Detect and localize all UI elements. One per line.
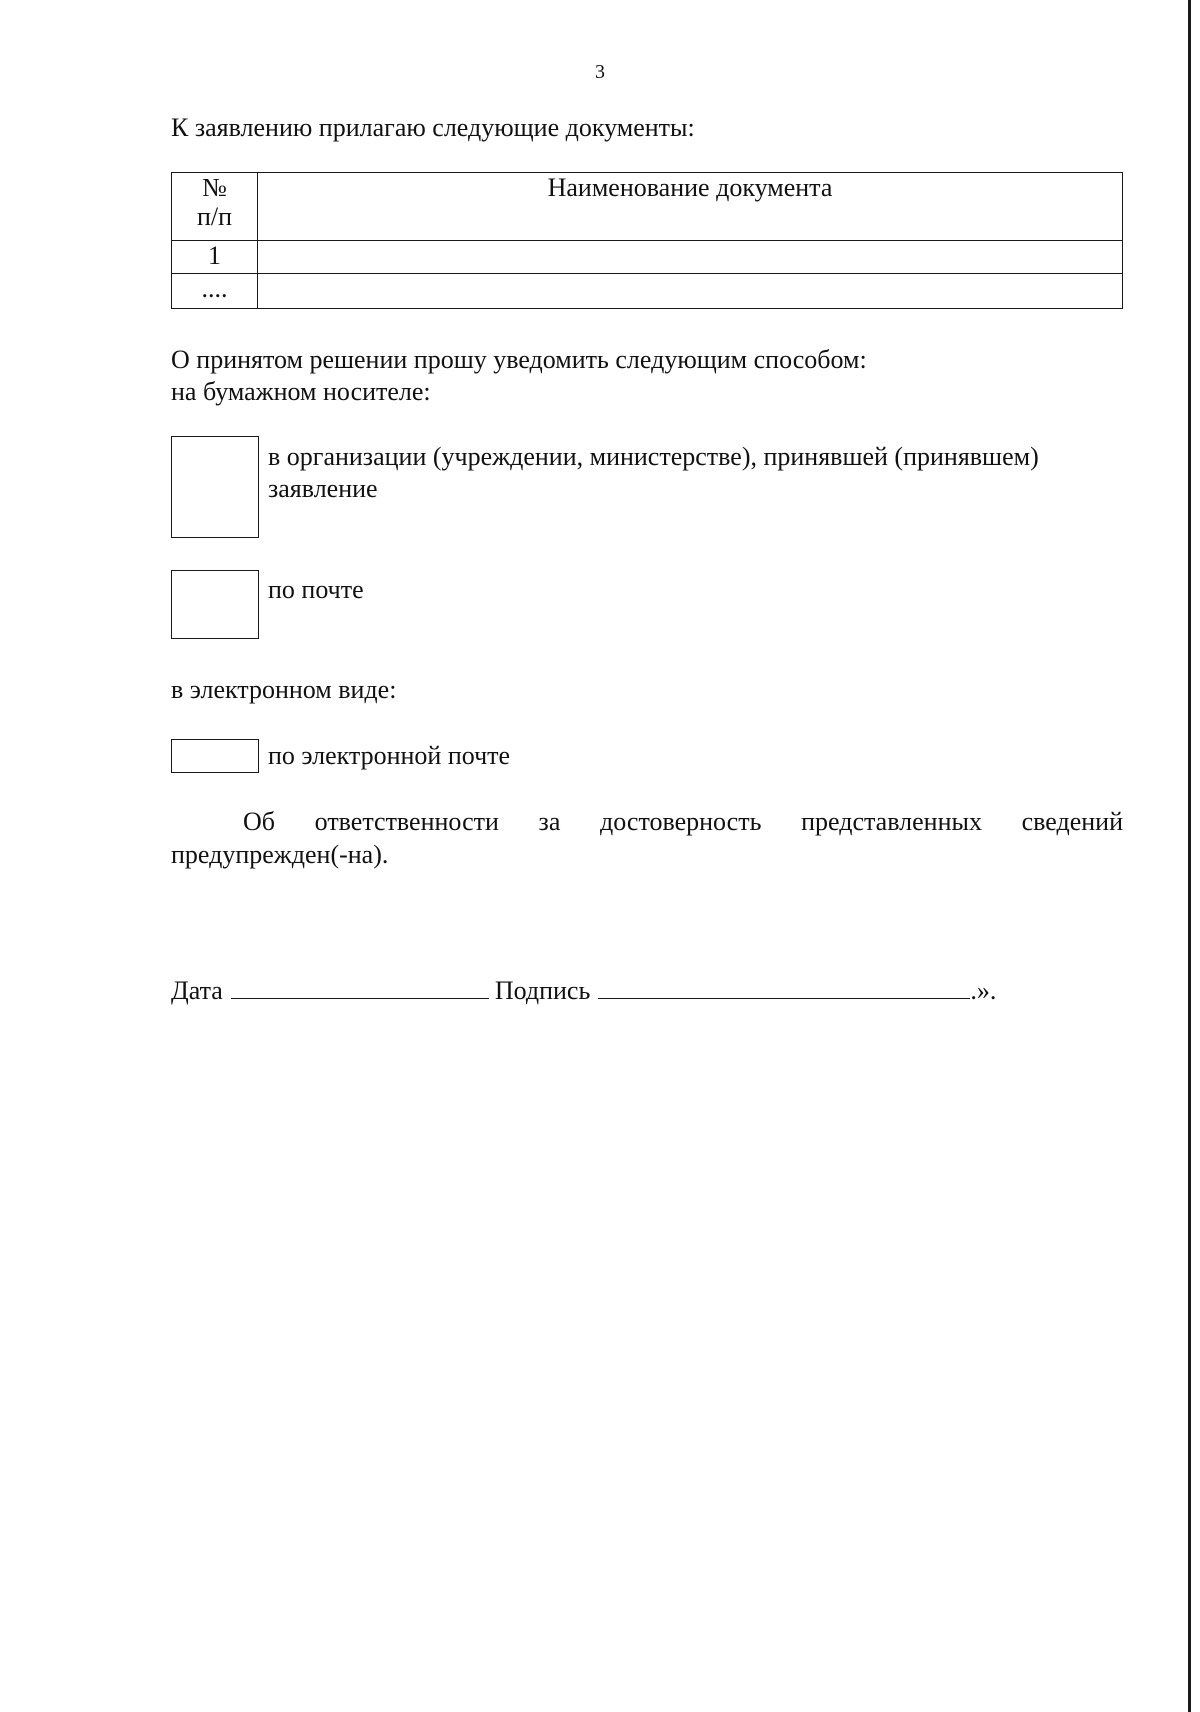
responsibility-line-1: Об ответственности за достоверность представленных сведений xyxy=(243,807,1123,836)
option-organization-label: в организации (учреждении, министерстве), принявшей (принявшем) заявление xyxy=(268,442,1039,503)
row-name-cell[interactable] xyxy=(258,274,1123,309)
header-number-symbol: № xyxy=(202,173,227,202)
documents-table xyxy=(171,172,1123,309)
row-name-cell[interactable] xyxy=(258,241,1123,274)
header-name-cell: Наименование документа xyxy=(258,173,1123,241)
electronic-form-label: в электронном виде: xyxy=(171,675,397,704)
signature-line xyxy=(171,974,996,1007)
checkbox-email[interactable] xyxy=(171,739,259,773)
notification-heading: О принятом решении прошу уведомить следующим способом: xyxy=(171,345,867,374)
attachments-intro: К заявлению прилагаю следующие документы: xyxy=(171,113,695,142)
responsibility-line-2: предупрежден(-на). xyxy=(171,840,389,869)
closing-punctuation: .». xyxy=(970,976,997,1005)
responsibility-statement xyxy=(171,805,1123,871)
checkbox-organization[interactable] xyxy=(171,436,259,538)
paper-medium-label: на бумажном носителе: xyxy=(171,377,431,406)
checkbox-post[interactable] xyxy=(171,570,259,639)
table-row xyxy=(172,274,1123,309)
date-label: Дата xyxy=(171,976,223,1005)
option-email-label: по электронной почте xyxy=(268,741,511,770)
header-number-cell xyxy=(172,173,258,241)
date-blank-field[interactable] xyxy=(231,974,489,999)
row-number-cell: .... xyxy=(172,274,258,309)
row-number-cell: 1 xyxy=(172,241,258,274)
header-number-abbr: п/п xyxy=(196,202,233,231)
page-edge-line xyxy=(1188,0,1191,1712)
signature-blank-field[interactable] xyxy=(598,974,970,999)
table-row xyxy=(172,241,1123,274)
page-number: 3 xyxy=(595,61,605,83)
signature-label: Подпись xyxy=(494,976,591,1005)
table-header-row xyxy=(172,173,1123,241)
option-post-label: по почте xyxy=(268,575,364,604)
